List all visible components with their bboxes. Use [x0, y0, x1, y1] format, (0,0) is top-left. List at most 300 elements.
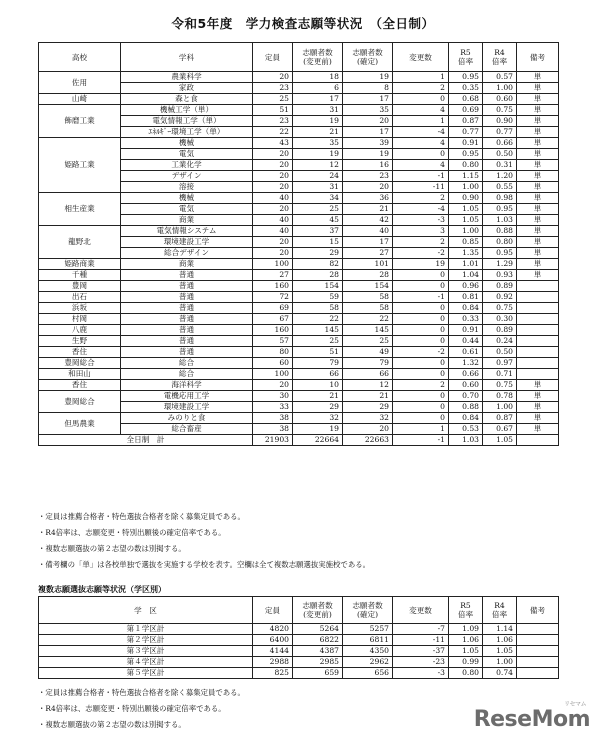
cell-dept: 家政 [121, 83, 253, 94]
cell-r5: 1.00 [449, 182, 483, 193]
cell-before: 34 [293, 193, 343, 204]
cell-capacity: 25 [253, 94, 293, 105]
cell-r4: 0.90 [483, 116, 517, 127]
cell-note: 単 [517, 149, 559, 160]
cell-r4: 1.00 [483, 657, 517, 668]
header-district: 学 区 [39, 597, 253, 624]
section-subtitle: 複数志願選抜志願等状況（学区別） [38, 585, 166, 594]
table-row [39, 105, 559, 116]
header-school: 高校 [39, 43, 121, 72]
cell-r5: 0.84 [449, 413, 483, 424]
cell-final: 17 [343, 237, 393, 248]
cell-before: 12 [293, 160, 343, 171]
table-row [39, 193, 559, 204]
cell-dept: 普通 [121, 281, 253, 292]
cell-r4: 0.67 [483, 424, 517, 435]
cell-r4: 1.05 [483, 646, 517, 657]
district-row [39, 635, 559, 646]
cell-school: 姫路工業 [39, 138, 121, 193]
cell-capacity: 20 [253, 380, 293, 391]
cell-change: -2 [393, 248, 449, 259]
cell-r4: 0.50 [483, 149, 517, 160]
cell-school: 龍野北 [39, 226, 121, 259]
cell-capacity: 40 [253, 215, 293, 226]
cell-before: 17 [293, 94, 343, 105]
cell-note [517, 646, 559, 657]
cell-change: -7 [393, 624, 449, 635]
cell-final: 49 [343, 347, 393, 358]
cell-note [517, 657, 559, 668]
cell-dept: 海洋科学 [121, 380, 253, 391]
cell-before: 45 [293, 215, 343, 226]
header-note: 備考 [517, 43, 559, 72]
cell-before: 29 [293, 402, 343, 413]
cell-capacity: 30 [253, 391, 293, 402]
cell-final: 42 [343, 215, 393, 226]
cell-note: 単 [517, 402, 559, 413]
cell-before: 19 [293, 424, 343, 435]
cell-r5: 1.01 [449, 259, 483, 270]
cell-r5: 0.85 [449, 237, 483, 248]
cell-dept: 普通 [121, 303, 253, 314]
cell-final: 20 [343, 424, 393, 435]
cell-final: 21 [343, 204, 393, 215]
cell-r4: 0.50 [483, 347, 517, 358]
table-row [39, 259, 559, 270]
cell-note: 単 [517, 83, 559, 94]
cell-note [517, 314, 559, 325]
cell-school: 山崎 [39, 94, 121, 105]
cell-capacity: 69 [253, 303, 293, 314]
cell-before: 19 [293, 149, 343, 160]
cell-change: -11 [393, 182, 449, 193]
cell-final: 656 [343, 668, 393, 679]
cell-change: 0 [393, 149, 449, 160]
cell-dept: 普通 [121, 292, 253, 303]
cell-final: 36 [343, 193, 393, 204]
cell-district: 第１学区計 [39, 624, 253, 635]
table-row [39, 226, 559, 237]
table-row [39, 325, 559, 336]
cell-r4: 1.00 [483, 402, 517, 413]
cell-change: 0 [393, 391, 449, 402]
header-change: 変更数 [393, 43, 449, 72]
resemom-logo: リセマム ReseMom [473, 701, 590, 732]
table-row [39, 380, 559, 391]
district-table [38, 596, 559, 679]
cell-final: 35 [343, 105, 393, 116]
cell-r4: 1.14 [483, 624, 517, 635]
cell-change: 2 [393, 237, 449, 248]
cell-dept: 普通 [121, 325, 253, 336]
cell-before: 6 [293, 83, 343, 94]
cell-change: -1 [393, 171, 449, 182]
cell-school: 生野 [39, 336, 121, 347]
cell-r4: 0.78 [483, 391, 517, 402]
cell-note: 単 [517, 270, 559, 281]
cell-change: 4 [393, 160, 449, 171]
cell-r4: 0.87 [483, 413, 517, 424]
cell-r5: 0.80 [449, 160, 483, 171]
cell-dept: 機械工学（単） [121, 105, 253, 116]
cell-dept: 総合 [121, 358, 253, 369]
footnote: ・定員は推薦合格者・特色選抜合格者を除く募集定員である。 [38, 512, 245, 521]
cell-r5: 1.05 [449, 215, 483, 226]
cell-capacity: 27 [253, 270, 293, 281]
cell-change: -4 [393, 127, 449, 138]
cell-change: 2 [393, 193, 449, 204]
cell-final: 23 [343, 171, 393, 182]
cell-before: 18 [293, 72, 343, 83]
cell-r5: 0.33 [449, 314, 483, 325]
cell-note [517, 668, 559, 679]
cell-r4: 0.80 [483, 237, 517, 248]
cell-r4: 0.74 [483, 668, 517, 679]
cell-r5: 0.53 [449, 424, 483, 435]
cell-before: 25 [293, 336, 343, 347]
cell-final: 4350 [343, 646, 393, 657]
total-change: -1 [393, 435, 449, 446]
cell-r5: 1.00 [449, 226, 483, 237]
cell-r5: 0.70 [449, 391, 483, 402]
cell-dept: 電気 [121, 149, 253, 160]
cell-r4: 0.93 [483, 270, 517, 281]
cell-dept: 環境建設工学 [121, 237, 253, 248]
cell-capacity: 20 [253, 248, 293, 259]
cell-capacity: 40 [253, 226, 293, 237]
cell-note: 単 [517, 259, 559, 270]
district-header-row [39, 597, 559, 624]
cell-change: -1 [393, 292, 449, 303]
cell-r5: 0.77 [449, 127, 483, 138]
header-applicants-final: 志願者数 (確定) [343, 597, 393, 624]
header-dept: 学科 [121, 43, 253, 72]
cell-school: 佐用 [39, 72, 121, 94]
cell-r5: 1.15 [449, 171, 483, 182]
total-r4: 1.05 [483, 435, 517, 446]
cell-dept: 電気 [121, 204, 253, 215]
cell-final: 17 [343, 94, 393, 105]
cell-change: 0 [393, 358, 449, 369]
total-row [39, 435, 559, 446]
cell-final: 29 [343, 402, 393, 413]
cell-r5: 0.68 [449, 94, 483, 105]
cell-final: 21 [343, 391, 393, 402]
cell-r4: 0.89 [483, 325, 517, 336]
cell-change: -23 [393, 657, 449, 668]
cell-r4: 0.66 [483, 138, 517, 149]
cell-school: 豊岡 [39, 281, 121, 292]
cell-capacity: 67 [253, 314, 293, 325]
cell-final: 39 [343, 138, 393, 149]
cell-note [517, 369, 559, 380]
cell-note: 単 [517, 391, 559, 402]
cell-change: 0 [393, 94, 449, 105]
cell-final: 20 [343, 116, 393, 127]
cell-school: 浜坂 [39, 303, 121, 314]
cell-final: 17 [343, 127, 393, 138]
cell-before: 25 [293, 204, 343, 215]
cell-capacity: 825 [253, 668, 293, 679]
cell-dept: みのりと食 [121, 413, 253, 424]
cell-before: 37 [293, 226, 343, 237]
cell-capacity: 20 [253, 171, 293, 182]
cell-school: 香住 [39, 347, 121, 358]
cell-before: 154 [293, 281, 343, 292]
cell-capacity: 100 [253, 369, 293, 380]
header-change: 変更数 [393, 597, 449, 624]
cell-dept: 機械 [121, 138, 253, 149]
cell-r4: 0.75 [483, 380, 517, 391]
cell-final: 5257 [343, 624, 393, 635]
cell-dept: 商業 [121, 259, 253, 270]
cell-r5: 1.09 [449, 624, 483, 635]
cell-note [517, 635, 559, 646]
district-row [39, 657, 559, 668]
cell-before: 22 [293, 314, 343, 325]
cell-final: 79 [343, 358, 393, 369]
total-r5: 1.03 [449, 435, 483, 446]
cell-school: 姫路商業 [39, 259, 121, 270]
cell-final: 20 [343, 182, 393, 193]
cell-dept: デザイン [121, 171, 253, 182]
cell-capacity: 40 [253, 193, 293, 204]
cell-dept: 森と食 [121, 94, 253, 105]
cell-before: 66 [293, 369, 343, 380]
cell-capacity: 20 [253, 237, 293, 248]
header-r5: R5 倍率 [449, 597, 483, 624]
cell-before: 15 [293, 237, 343, 248]
district-row [39, 668, 559, 679]
cell-note: 単 [517, 127, 559, 138]
cell-capacity: 33 [253, 402, 293, 413]
cell-change: 0 [393, 281, 449, 292]
cell-dept: 普通 [121, 314, 253, 325]
footnote: ・複数志願選抜の第２志望の数は別掲する。 [38, 544, 186, 553]
cell-r4: 0.75 [483, 105, 517, 116]
table-header-row [39, 43, 559, 72]
cell-dept: 溶接 [121, 182, 253, 193]
total-capacity: 21903 [253, 435, 293, 446]
cell-final: 19 [343, 149, 393, 160]
cell-r4: 0.88 [483, 226, 517, 237]
cell-before: 24 [293, 171, 343, 182]
cell-r5: 0.60 [449, 380, 483, 391]
table-row [39, 292, 559, 303]
cell-note [517, 281, 559, 292]
cell-change: -3 [393, 215, 449, 226]
table-row [39, 270, 559, 281]
cell-r4: 0.98 [483, 193, 517, 204]
cell-change: -11 [393, 635, 449, 646]
cell-r4: 0.75 [483, 303, 517, 314]
cell-change: 0 [393, 369, 449, 380]
header-r4: R4 倍率 [483, 597, 517, 624]
cell-before: 79 [293, 358, 343, 369]
cell-r5: 1.06 [449, 635, 483, 646]
total-before: 22664 [293, 435, 343, 446]
cell-change: 0 [393, 336, 449, 347]
cell-before: 2985 [293, 657, 343, 668]
cell-before: 58 [293, 303, 343, 314]
district-row [39, 624, 559, 635]
cell-school: 香住 [39, 380, 121, 391]
cell-r5: 0.99 [449, 657, 483, 668]
cell-before: 28 [293, 270, 343, 281]
cell-note: 単 [517, 105, 559, 116]
cell-note [517, 325, 559, 336]
cell-r5: 1.04 [449, 270, 483, 281]
cell-dept: ｴﾈﾙｷﾞｰ環境工学（単） [121, 127, 253, 138]
cell-school: 豊岡総合 [39, 358, 121, 369]
cell-district: 第４学区計 [39, 657, 253, 668]
cell-capacity: 2988 [253, 657, 293, 668]
cell-change: 19 [393, 259, 449, 270]
cell-final: 58 [343, 303, 393, 314]
cell-capacity: 20 [253, 204, 293, 215]
cell-r4: 0.57 [483, 72, 517, 83]
cell-capacity: 160 [253, 325, 293, 336]
cell-final: 12 [343, 380, 393, 391]
cell-capacity: 23 [253, 116, 293, 127]
cell-note [517, 358, 559, 369]
header-r5: R5 倍率 [449, 43, 483, 72]
cell-r5: 1.05 [449, 646, 483, 657]
table-row [39, 314, 559, 325]
cell-dept: 環境建設工学 [121, 402, 253, 413]
table-row [39, 369, 559, 380]
cell-r5: 0.91 [449, 138, 483, 149]
cell-r4: 1.03 [483, 215, 517, 226]
cell-final: 58 [343, 292, 393, 303]
cell-before: 145 [293, 325, 343, 336]
cell-r5: 0.35 [449, 83, 483, 94]
cell-before: 51 [293, 347, 343, 358]
cell-note: 単 [517, 116, 559, 127]
header-note: 備考 [517, 597, 559, 624]
cell-final: 101 [343, 259, 393, 270]
cell-note: 単 [517, 413, 559, 424]
cell-before: 59 [293, 292, 343, 303]
cell-r4: 0.60 [483, 94, 517, 105]
cell-before: 19 [293, 116, 343, 127]
cell-r5: 0.61 [449, 347, 483, 358]
cell-r5: 1.05 [449, 204, 483, 215]
cell-dept: 普通 [121, 270, 253, 281]
cell-note: 単 [517, 204, 559, 215]
cell-change: 1 [393, 116, 449, 127]
cell-capacity: 57 [253, 336, 293, 347]
cell-change: 1 [393, 424, 449, 435]
cell-capacity: 23 [253, 83, 293, 94]
cell-before: 6822 [293, 635, 343, 646]
cell-school: 千種 [39, 270, 121, 281]
header-r4: R4 倍率 [483, 43, 517, 72]
header-applicants-before: 志願者数 (変更前) [293, 43, 343, 72]
cell-note: 単 [517, 193, 559, 204]
cell-change: -4 [393, 204, 449, 215]
header-capacity: 定員 [253, 597, 293, 624]
table-row [39, 336, 559, 347]
cell-r5: 1.35 [449, 248, 483, 259]
cell-capacity: 4820 [253, 624, 293, 635]
cell-capacity: 80 [253, 347, 293, 358]
cell-final: 66 [343, 369, 393, 380]
cell-change: 0 [393, 314, 449, 325]
table-row [39, 347, 559, 358]
footnote: ・備考欄の「単」は各校単独で選抜を実施する学校を表す。空欄は全て複数志願選抜実施校である。 [38, 560, 370, 569]
cell-note [517, 347, 559, 358]
cell-capacity: 38 [253, 424, 293, 435]
table-row [39, 94, 559, 105]
cell-capacity: 22 [253, 127, 293, 138]
cell-capacity: 43 [253, 138, 293, 149]
cell-change: 3 [393, 226, 449, 237]
cell-final: 8 [343, 83, 393, 94]
cell-note: 単 [517, 237, 559, 248]
cell-change: 1 [393, 72, 449, 83]
cell-capacity: 20 [253, 182, 293, 193]
admission-status-table [38, 42, 559, 446]
cell-before: 31 [293, 182, 343, 193]
cell-r4: 0.95 [483, 204, 517, 215]
cell-r5: 0.44 [449, 336, 483, 347]
footnote: ・R4倍率は、志願変更・特別出願後の確定倍率である。 [38, 528, 226, 537]
cell-dept: 商業 [121, 215, 253, 226]
cell-r5: 0.91 [449, 325, 483, 336]
cell-before: 29 [293, 248, 343, 259]
table-row [39, 358, 559, 369]
cell-r4: 0.97 [483, 358, 517, 369]
cell-before: 32 [293, 413, 343, 424]
cell-change: 0 [393, 325, 449, 336]
cell-capacity: 38 [253, 413, 293, 424]
cell-note [517, 624, 559, 635]
cell-district: 第３学区計 [39, 646, 253, 657]
cell-final: 154 [343, 281, 393, 292]
cell-final: 19 [343, 72, 393, 83]
cell-change: 2 [393, 380, 449, 391]
cell-dept: 電機応用工学 [121, 391, 253, 402]
cell-capacity: 4144 [253, 646, 293, 657]
cell-school: 飾磨工業 [39, 105, 121, 138]
cell-dept: 電気情報システム [121, 226, 253, 237]
total-label: 全日制 計 [39, 435, 253, 446]
cell-before: 4387 [293, 646, 343, 657]
cell-r5: 0.90 [449, 193, 483, 204]
cell-change: 0 [393, 270, 449, 281]
cell-change: 4 [393, 105, 449, 116]
cell-r5: 0.96 [449, 281, 483, 292]
cell-note [517, 336, 559, 347]
cell-final: 22 [343, 314, 393, 325]
cell-r4: 0.30 [483, 314, 517, 325]
cell-before: 35 [293, 138, 343, 149]
cell-change: 0 [393, 413, 449, 424]
cell-note: 単 [517, 215, 559, 226]
cell-r4: 0.24 [483, 336, 517, 347]
cell-change: -2 [393, 347, 449, 358]
footnote: ・複数志願選抜の第２志望の数は別掲する。 [38, 720, 186, 729]
cell-r4: 1.29 [483, 259, 517, 270]
cell-capacity: 72 [253, 292, 293, 303]
cell-capacity: 20 [253, 149, 293, 160]
cell-r5: 0.88 [449, 402, 483, 413]
cell-capacity: 100 [253, 259, 293, 270]
cell-capacity: 20 [253, 160, 293, 171]
cell-school: 相生産業 [39, 193, 121, 226]
cell-change: -3 [393, 668, 449, 679]
